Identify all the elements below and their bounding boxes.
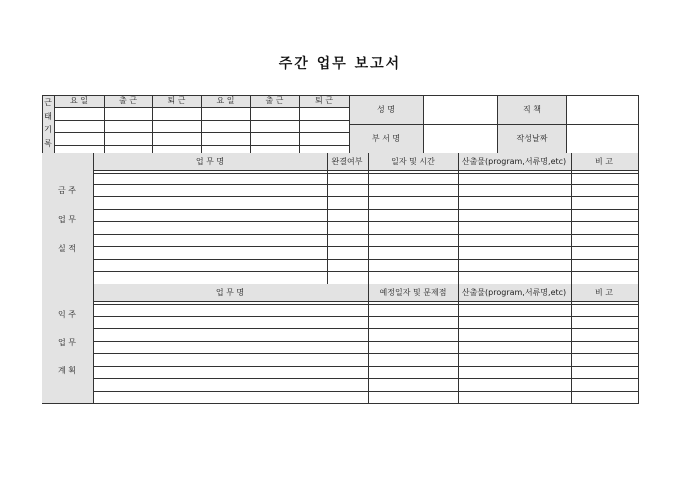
this-week-header-done: 완결여부: [331, 157, 363, 166]
this-week-cell[interactable]: [93, 246, 327, 259]
weekly-report-form: [42, 95, 638, 403]
next-week-cell[interactable]: [571, 353, 638, 366]
next-week-cell[interactable]: [571, 378, 638, 391]
next-week-cell[interactable]: [571, 304, 638, 316]
next-week-header-output: 산출물(program,서류명,etc): [461, 288, 567, 297]
this-week-header-note: 비 고: [595, 157, 613, 166]
this-week-cell[interactable]: [458, 173, 571, 184]
next-week-cell[interactable]: [571, 366, 638, 378]
attendance-header-0: 요 일: [70, 96, 88, 105]
next-week-cell[interactable]: [571, 341, 638, 353]
this-week-cell[interactable]: [571, 259, 638, 271]
this-week-cell[interactable]: [458, 221, 571, 234]
this-week-side-label: 실 적: [58, 244, 76, 253]
attendance-cell[interactable]: [152, 132, 201, 145]
next-week-cell[interactable]: [368, 366, 458, 378]
next-week-cell[interactable]: [458, 378, 571, 391]
this-week-cell[interactable]: [327, 271, 368, 284]
this-week-cell[interactable]: [93, 209, 327, 221]
this-week-cell[interactable]: [571, 209, 638, 221]
attendance-header-5: 퇴 근: [315, 96, 333, 105]
this-week-cell[interactable]: [571, 221, 638, 234]
next-week-header-line: [93, 301, 639, 302]
this-week-cell[interactable]: [93, 234, 327, 246]
attendance-cell[interactable]: [299, 120, 349, 132]
next-week-cell[interactable]: [93, 316, 368, 328]
next-week-cell[interactable]: [458, 366, 571, 378]
this-week-cell[interactable]: [368, 173, 458, 184]
next-week-cell[interactable]: [368, 304, 458, 316]
this-week-cell[interactable]: [368, 271, 458, 284]
this-week-cell[interactable]: [327, 173, 368, 184]
this-week-cell[interactable]: [458, 209, 571, 221]
attendance-side-label: 태: [44, 111, 52, 121]
this-week-cell[interactable]: [571, 196, 638, 209]
next-week-side-label: 익 주: [58, 310, 76, 319]
this-week-cell[interactable]: [571, 271, 638, 284]
attendance-header-2: 퇴 근: [167, 96, 186, 105]
next-week-cell[interactable]: [368, 328, 458, 341]
this-week-cell[interactable]: [327, 221, 368, 234]
attendance-cell[interactable]: [104, 132, 152, 145]
this-week-cell[interactable]: [571, 173, 638, 184]
next-week-cell[interactable]: [93, 353, 368, 366]
next-week-cell[interactable]: [93, 341, 368, 353]
this-week-cell[interactable]: [458, 271, 571, 284]
this-week-header-output: 산출물(program,서류명,etc): [461, 157, 567, 166]
attendance-cell[interactable]: [250, 120, 299, 132]
this-week-cell[interactable]: [571, 234, 638, 246]
next-week-cell[interactable]: [458, 353, 571, 366]
this-week-cell[interactable]: [327, 196, 368, 209]
attendance-header-3: 요 일: [216, 96, 235, 105]
this-week-cell[interactable]: [93, 259, 327, 271]
next-week-cell[interactable]: [93, 304, 368, 316]
attendance-cell[interactable]: [201, 132, 250, 145]
attendance-cell[interactable]: [299, 107, 349, 120]
this-week-cell[interactable]: [368, 259, 458, 271]
this-week-cell[interactable]: [368, 221, 458, 234]
this-week-cell[interactable]: [571, 246, 638, 259]
next-week-cell[interactable]: [571, 328, 638, 341]
attendance-side-label: 록: [44, 138, 52, 148]
next-week-side-label: 계 획: [58, 366, 76, 375]
next-week-cell[interactable]: [368, 341, 458, 353]
form-right-border: [638, 95, 639, 404]
this-week-side-label: 업 무: [58, 215, 76, 224]
next-week-cell[interactable]: [458, 328, 571, 341]
this-week-cell[interactable]: [368, 196, 458, 209]
this-week-cell[interactable]: [93, 184, 327, 196]
attendance-cell[interactable]: [104, 107, 152, 120]
this-week-cell[interactable]: [327, 259, 368, 271]
next-week-cell[interactable]: [368, 316, 458, 328]
attendance-cell[interactable]: [152, 107, 201, 120]
attendance-cell[interactable]: [201, 120, 250, 132]
grid-line: [497, 95, 498, 154]
dept-label: 부 서 명: [371, 134, 401, 143]
this-week-cell[interactable]: [327, 209, 368, 221]
attendance-cell[interactable]: [54, 120, 104, 132]
this-week-cell[interactable]: [327, 246, 368, 259]
this-week-cell[interactable]: [458, 259, 571, 271]
this-week-cell[interactable]: [458, 184, 571, 196]
this-week-cell[interactable]: [93, 173, 327, 184]
next-week-cell[interactable]: [93, 366, 368, 378]
attendance-cell[interactable]: [152, 120, 201, 132]
attendance-cell[interactable]: [201, 107, 250, 120]
attendance-side-label: 기: [44, 125, 52, 134]
date-label: 작성날짜: [516, 134, 548, 143]
this-week-side-label: 금 주: [58, 186, 76, 195]
attendance-cell[interactable]: [104, 120, 152, 132]
this-week-header-datetime: 일자 및 시간: [391, 157, 435, 166]
attendance-cell[interactable]: [54, 107, 104, 120]
this-week-cell[interactable]: [327, 184, 368, 196]
name-field[interactable]: [423, 95, 497, 124]
attendance-cell[interactable]: [299, 132, 349, 145]
grid-line: [54, 145, 350, 146]
next-week-cell[interactable]: [458, 304, 571, 316]
position-label: 직 책: [523, 105, 541, 114]
attendance-side-label: 근: [44, 98, 52, 107]
this-week-cell[interactable]: [93, 196, 327, 209]
form-bottom-border: [42, 403, 639, 404]
this-week-cell[interactable]: [93, 221, 327, 234]
next-week-cell[interactable]: [458, 341, 571, 353]
next-week-cell[interactable]: [368, 378, 458, 391]
next-week-header-task: 업 무 명: [215, 288, 245, 297]
position-field[interactable]: [566, 95, 638, 124]
attendance-cell[interactable]: [250, 132, 299, 145]
attendance-header-4: 출 근: [265, 96, 284, 105]
next-week-cell[interactable]: [93, 378, 368, 391]
name-label: 성 명: [377, 105, 395, 114]
page-title: 주간 업무 보고서: [278, 56, 402, 72]
this-week-cell[interactable]: [368, 234, 458, 246]
next-week-header-plan: 예정일자 및 문제점: [379, 288, 447, 297]
this-week-cell[interactable]: [368, 184, 458, 196]
next-week-cell[interactable]: [93, 328, 368, 341]
this-week-cell[interactable]: [458, 234, 571, 246]
this-week-cell[interactable]: [368, 246, 458, 259]
this-week-cell[interactable]: [458, 246, 571, 259]
this-week-cell[interactable]: [571, 184, 638, 196]
attendance-cell[interactable]: [54, 132, 104, 145]
this-week-header-line: [93, 170, 639, 171]
this-week-cell[interactable]: [458, 196, 571, 209]
attendance-header-1: 출 근: [119, 96, 137, 105]
next-week-side-label: 업 무: [58, 338, 76, 347]
this-week-cell[interactable]: [93, 271, 327, 284]
this-week-cell[interactable]: [327, 234, 368, 246]
this-week-header-task: 업 무 명: [195, 157, 225, 166]
this-week-cell[interactable]: [368, 209, 458, 221]
grid-line: [93, 391, 639, 392]
dept-field[interactable]: [423, 124, 497, 153]
next-week-cell[interactable]: [458, 316, 571, 328]
attendance-cell[interactable]: [250, 107, 299, 120]
date-field[interactable]: [566, 124, 638, 153]
next-week-cell[interactable]: [571, 316, 638, 328]
next-week-cell[interactable]: [368, 353, 458, 366]
next-week-header-note: 비 고: [595, 288, 613, 297]
